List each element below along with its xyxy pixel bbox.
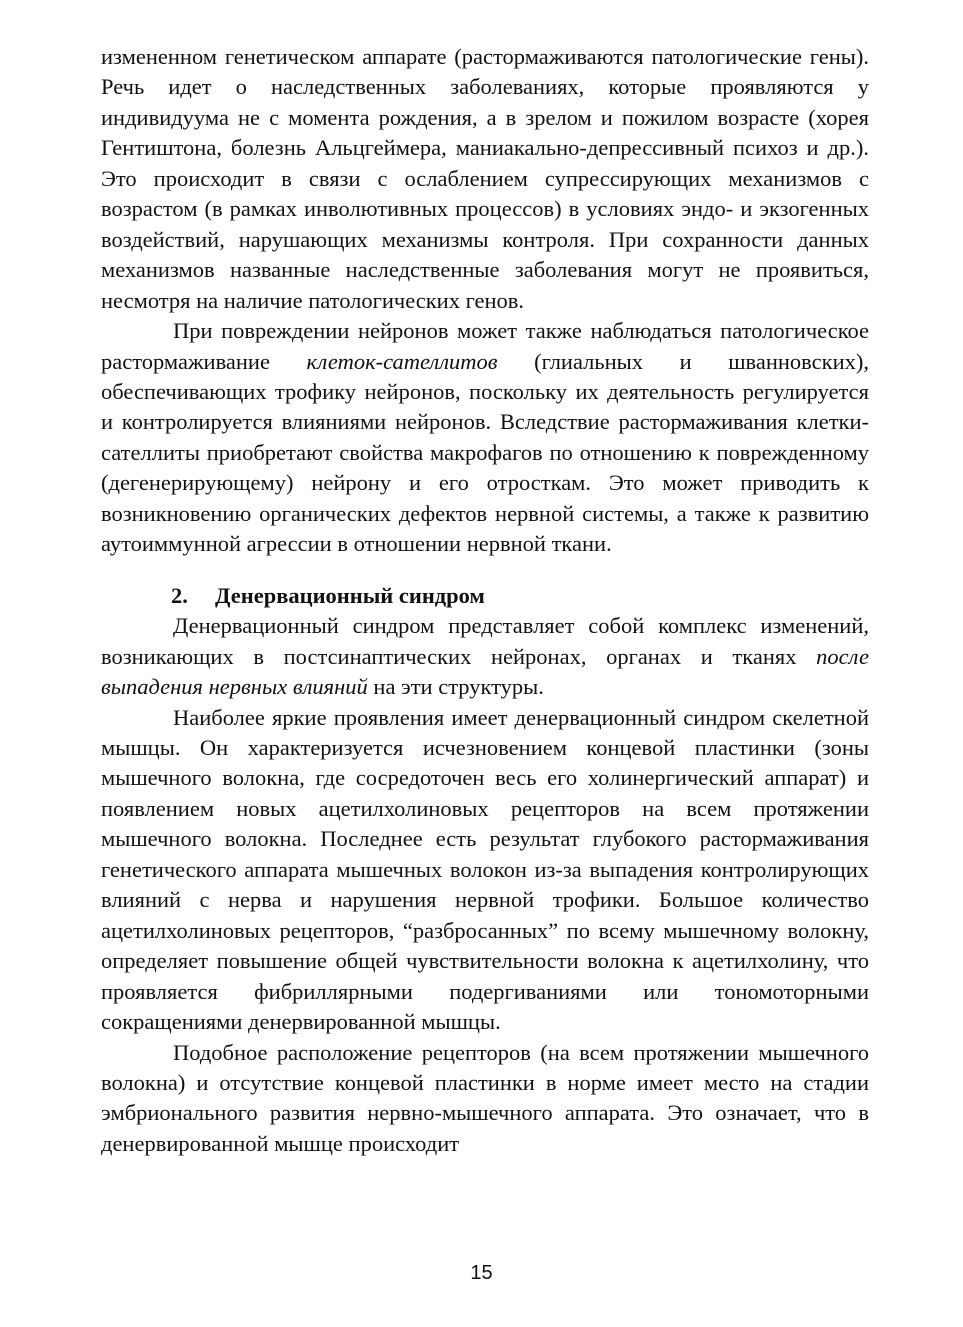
section-heading-number: 2.	[171, 582, 188, 608]
document-page	[101, 42, 869, 1159]
paragraph-3-emphasis: после выпадения нервных влияний	[101, 643, 869, 700]
section-heading-title: Денервационный синдром	[215, 582, 485, 608]
paragraph-3	[101, 611, 869, 702]
paragraph-2-text-end: (глиальных и шванновских), обеспечивающих трофику нейронов, поскольку их деятельность регулируется и контролируется влияниями нейронов. Вследствие растормаживания клетки-сателлиты приобретают свойства макрофагов по отношению к поврежденному (дегенерирующему) нейрону и его отросткам. Это может приводить к возникновению органических дефектов нервной системы, а также к развитию аутоиммунной агрессии в отношении нервной ткани.	[101, 348, 869, 557]
paragraph-3-text-end: на эти структуры.	[367, 674, 544, 700]
page-number: 15	[470, 1262, 493, 1284]
paragraph-3-text-start: Денервационный синдром представляет собой комплекс изменений, возникающих в постсинаптических нейронах, органах и тканях	[101, 613, 869, 669]
section-heading	[101, 581, 869, 611]
paragraph-4: Наиболее яркие проявления имеет денервационный синдром скелетной мышцы. Он характеризуется исчезновением концевой пластинки (зоны мышечного волокна, где сосредоточен весь его холинергический аппарат) и появлением новых ацетилхолиновых рецепторов на всем протяжении мышечного волокна. Последнее есть результат глубокого растормаживания генетического аппарата мышечных волокон из-за выпадения контролирующих влияний с нерва и нарушения нервной трофики. Большое количество ацетилхолиновых рецепторов, “разбросанных” по всему мышечному волокну, определяет повышение общей чувствительности волокна к ацетилхолину, что проявляется фибриллярными подергиваниями или тономоторными сокращениями денервированной мышцы.	[101, 704, 869, 1035]
paragraph-5: Подобное расположение рецепторов (на всем протяжении мышечного волокна) и отсутствие концевой пластинки в норме имеет место на стадии эмбрионального развития нервно-мышечного аппарата. Это означает, что в денервированной мышце происходит	[101, 1039, 869, 1156]
paragraph-2	[101, 316, 869, 560]
paragraph-1: измененном генетическом аппарате (растормаживаются патологические гены). Речь идет о наследственных заболеваниях, которые проявляются у индивидуума не с момента рождения, а в зрелом и пожилом возрасте (хорея Гентиштона, болезнь Альцгеймера, маниакально-депрессивный психоз и др.). Это происходит в связи с ослаблением супрессирующих механизмов с возрастом (в рамках инволютивных процессов) в условиях эндо- и экзогенных воздействий, нарушающих механизмы контроля. При сохранности данных механизмов названные наследственные заболевания могут не проявиться, несмотря на наличие патологических генов.	[101, 44, 869, 313]
paragraph-2-text-start: При повреждении нейронов может также наблюдаться патологическое растормаживание	[101, 318, 869, 374]
paragraph-2-emphasis: клеток-сателлитов	[306, 348, 498, 374]
